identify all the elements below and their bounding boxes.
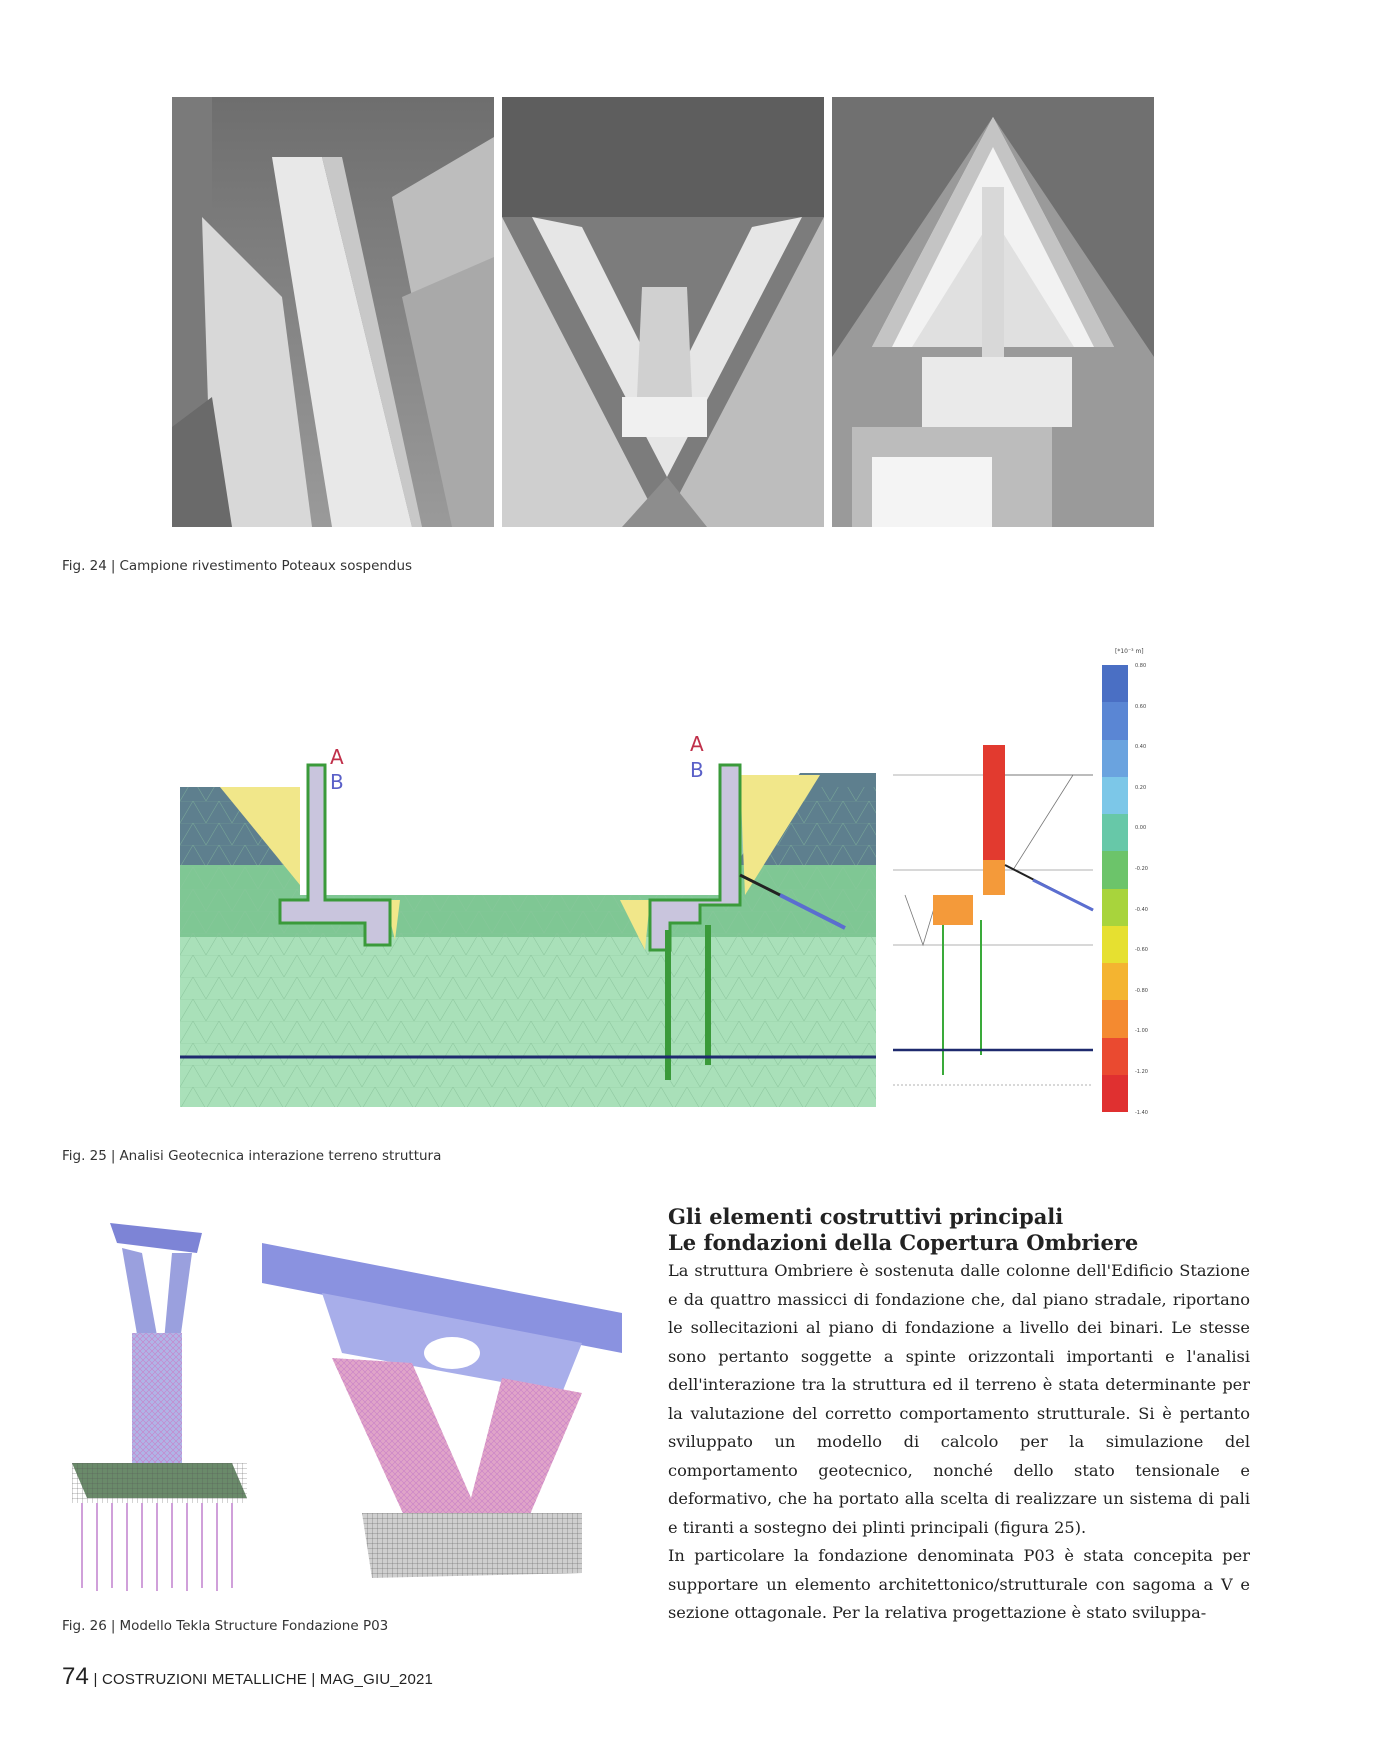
legend-value: 0.00 bbox=[1135, 825, 1147, 832]
fig26-caption: Fig. 26 | Modello Tekla Structure Fondazione P03 bbox=[62, 1618, 389, 1634]
legend-swatch bbox=[1102, 851, 1128, 888]
legend-swatch bbox=[1102, 1038, 1128, 1075]
legend-value: -1.00 bbox=[1135, 1028, 1148, 1035]
article-body bbox=[668, 1257, 1250, 1628]
fig26-caption-text: Modello Tekla Structure Fondazione P03 bbox=[119, 1618, 389, 1634]
issue-label: MAG_GIU_2021 bbox=[319, 1671, 434, 1688]
legend-swatch bbox=[1102, 1000, 1128, 1037]
legend-value: -0.60 bbox=[1135, 947, 1148, 954]
legend-value: 0.20 bbox=[1135, 784, 1147, 791]
fig24-caption-text: Campione rivestimento Poteaux sospendus bbox=[119, 558, 413, 574]
legend-value: -0.40 bbox=[1135, 906, 1148, 913]
article-heading-1: Gli elementi costruttivi principali bbox=[668, 1204, 1064, 1229]
fig25-deformation-detail bbox=[893, 745, 1103, 1090]
fig25-caption: Fig. 25 | Analisi Geotecnica interazione terreno struttura bbox=[62, 1148, 442, 1164]
point-label-a-right: A bbox=[690, 732, 704, 756]
legend-swatch bbox=[1102, 1075, 1128, 1112]
point-label-a-left: A bbox=[330, 745, 344, 769]
page-footer: 74 | COSTRUZIONI METALLICHE | MAG_GIU_2021 bbox=[62, 1663, 434, 1690]
legend-value: -1.40 bbox=[1135, 1109, 1148, 1116]
fig25-section-drawing bbox=[180, 735, 876, 1107]
fig26-caption-label: Fig. 26 bbox=[62, 1618, 107, 1634]
article-paragraph-1: La struttura Ombriere è sostenuta dalle colonne dell'Edificio Stazione e da quattro massicci di fondazione che, dal piano stradale, riportano le sollecitazioni al piano di fondazione a livello dei binari. Le stesse sono pertanto soggette a spinte orizzontali importanti e l'analisi dell'interazione tra la struttura ed il terreno è stata determinante per la valutazione del corretto comportamento strutturale. Si è pertanto sviluppato un modello di calcolo per la simulazione del comportamento geotecnico, nonché dello stato tensionale e deformativo, che ha portato alla scelta di realizzare un sistema di pali e tiranti a sostegno dei plinti principali (figura 25). bbox=[668, 1261, 1250, 1537]
legend-swatch bbox=[1102, 814, 1128, 851]
legend-value: 0.40 bbox=[1135, 744, 1147, 751]
legend-swatch bbox=[1102, 740, 1128, 777]
article-heading-2: Le fondazioni della Copertura Ombriere bbox=[668, 1230, 1139, 1255]
magazine-name: COSTRUZIONI METALLICHE bbox=[101, 1671, 307, 1688]
article-paragraph-2: In particolare la fondazione denominata P03 è stata concepita per supportare un elemento architettonico/strutturale con sagoma a V e sezione ottagonale. Per la relativa progettazione è stato sviluppa- bbox=[668, 1546, 1250, 1622]
photo-sample-2 bbox=[502, 97, 824, 527]
legend-value: 0.60 bbox=[1135, 703, 1147, 710]
fig26-tekla-art bbox=[62, 1213, 642, 1593]
photo-sample-1 bbox=[172, 97, 494, 527]
photo-sample-3-art bbox=[832, 97, 1154, 527]
color-legend-bar bbox=[1102, 665, 1128, 1112]
legend-swatch bbox=[1102, 665, 1128, 702]
fig24-caption: Fig. 24 | Campione rivestimento Poteaux sospendus bbox=[62, 558, 413, 574]
fig25-section-art bbox=[180, 735, 876, 1107]
legend-swatch bbox=[1102, 926, 1128, 963]
legend-swatch bbox=[1102, 889, 1128, 926]
fig25-caption-text: Analisi Geotecnica interazione terreno struttura bbox=[119, 1148, 442, 1164]
fig26-tekla-model bbox=[62, 1213, 642, 1593]
article bbox=[668, 1204, 1250, 1628]
photo-sample-2-art bbox=[502, 97, 824, 527]
fig24-caption-label: Fig. 24 bbox=[62, 558, 107, 574]
legend-value: -0.80 bbox=[1135, 987, 1148, 994]
legend-swatch bbox=[1102, 963, 1128, 1000]
legend-swatch bbox=[1102, 777, 1128, 814]
page-number: 74 bbox=[62, 1663, 90, 1690]
photo-sample-1-art bbox=[172, 97, 494, 527]
legend-unit: [*10⁻³ m] bbox=[1115, 648, 1144, 655]
legend-value: 0.80 bbox=[1135, 663, 1147, 669]
point-label-b-left: B bbox=[330, 770, 344, 794]
legend-value: -1.20 bbox=[1135, 1069, 1148, 1075]
legend-value: -0.20 bbox=[1135, 866, 1148, 872]
photo-sample-3 bbox=[832, 97, 1154, 527]
fig25-caption-label: Fig. 25 bbox=[62, 1148, 107, 1164]
legend-swatch bbox=[1102, 702, 1128, 739]
fig25-deformation-art bbox=[893, 745, 1103, 1090]
point-label-b-right: B bbox=[690, 758, 704, 782]
